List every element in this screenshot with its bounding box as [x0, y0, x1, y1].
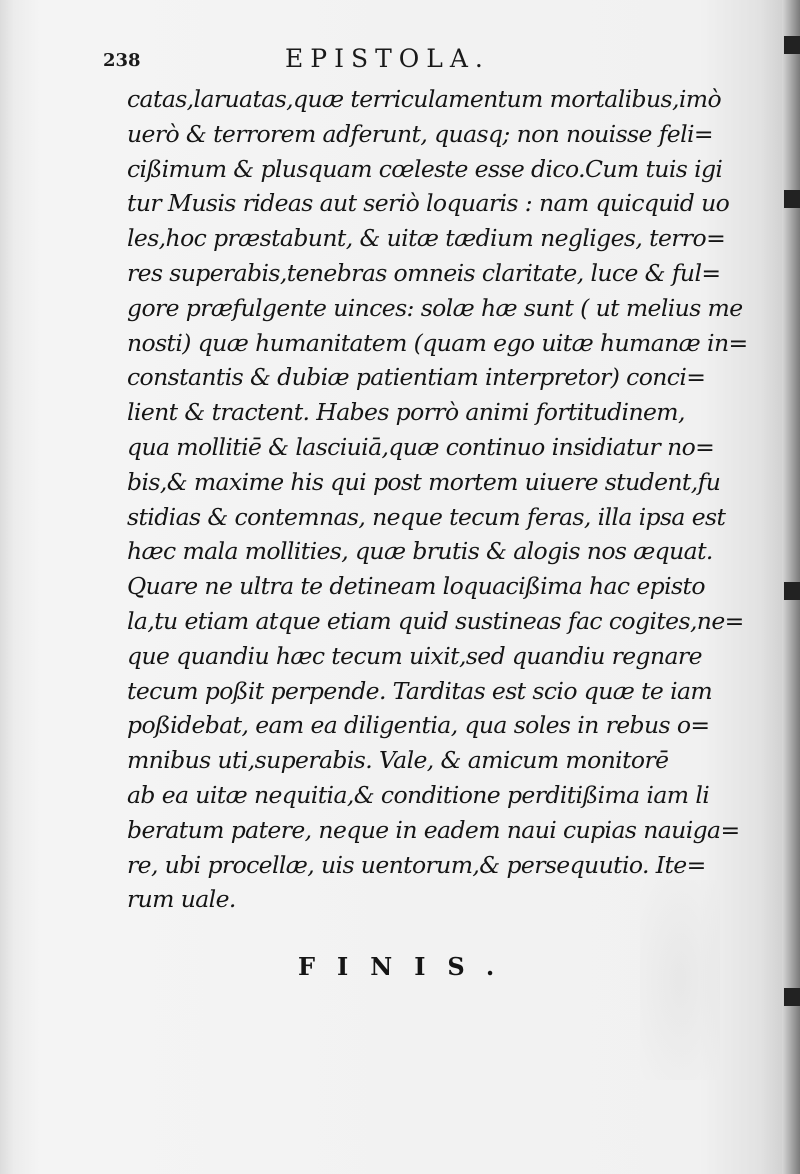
letter-text	[127, 82, 748, 917]
page-number: 238	[103, 50, 141, 71]
text-line: re, ubi procellæ, uis uentorum,& persequutio. Ite=	[127, 850, 706, 879]
text-line: qua mollitiē & lasciuiā,quæ continuo insidiatur no=	[127, 432, 715, 461]
edge-tab-marker	[784, 190, 800, 208]
edge-tab-marker	[784, 582, 800, 600]
text-line: Quare ne ultra te detineam loquacißima hac episto	[127, 572, 705, 601]
text-line: beratum patere, neque in eadem naui cupias nauiga=	[127, 815, 740, 844]
text-line: bis,& maxime his qui post mortem uiuere student,fu	[127, 467, 721, 496]
text-line: constantis & dubiæ patientiam interpretor) conci=	[127, 363, 706, 392]
text-line: hæc mala mollities, quæ brutis & alogis nos æquat.	[127, 537, 713, 566]
text-line: rum uale.	[127, 885, 236, 914]
finis-closing: FINIS.	[298, 952, 517, 981]
text-line: tur Musis rideas aut seriò loquaris : nam quicquid uo	[127, 189, 730, 218]
text-line: la,tu etiam atque etiam quid sustineas fac cogites,ne=	[127, 606, 744, 635]
text-line: ab ea uitæ nequitia,& conditione perditißima iam li	[127, 780, 710, 809]
text-line: poßidebat, eam ea diligentia, qua soles in rebus o=	[127, 711, 710, 740]
edge-tab-marker	[784, 988, 800, 1006]
edge-tab-marker	[784, 36, 800, 54]
text-line: mnibus uti,superabis. Vale, & amicum monitorē	[127, 746, 669, 775]
text-line: catas,laruatas,quæ terriculamentum mortalibus,imò	[127, 85, 722, 113]
text-line: nosti) quæ humanitatem (quam ego uitæ humanæ in=	[127, 328, 748, 357]
text-line: lient & tractent. Habes porrò animi fortitudinem,	[127, 398, 685, 427]
page-title: EPISTOLA.	[285, 44, 490, 73]
text-line: les,hoc præstabunt, & uitæ tædium negliges, terro=	[127, 224, 726, 253]
text-line: gore præfulgente uinces: solæ hæ sunt ( ut melius me	[127, 293, 743, 322]
text-line: uerò & terrorem adferunt, quasq; non nouisse feli=	[127, 119, 714, 148]
text-line: cißimum & plusquam cœleste esse dico.Cum tuis igi	[127, 154, 723, 183]
text-line: tecum poßit perpende. Tarditas est scio quæ te iam	[127, 676, 713, 705]
text-line: res superabis,tenebras omneis claritate, luce & ful=	[127, 258, 721, 287]
text-line: stidias & contemnas, neque tecum feras, illa ipsa est	[127, 502, 726, 531]
running-head	[100, 44, 640, 80]
text-line: que quandiu hæc tecum uixit,sed quandiu regnare	[127, 641, 702, 670]
